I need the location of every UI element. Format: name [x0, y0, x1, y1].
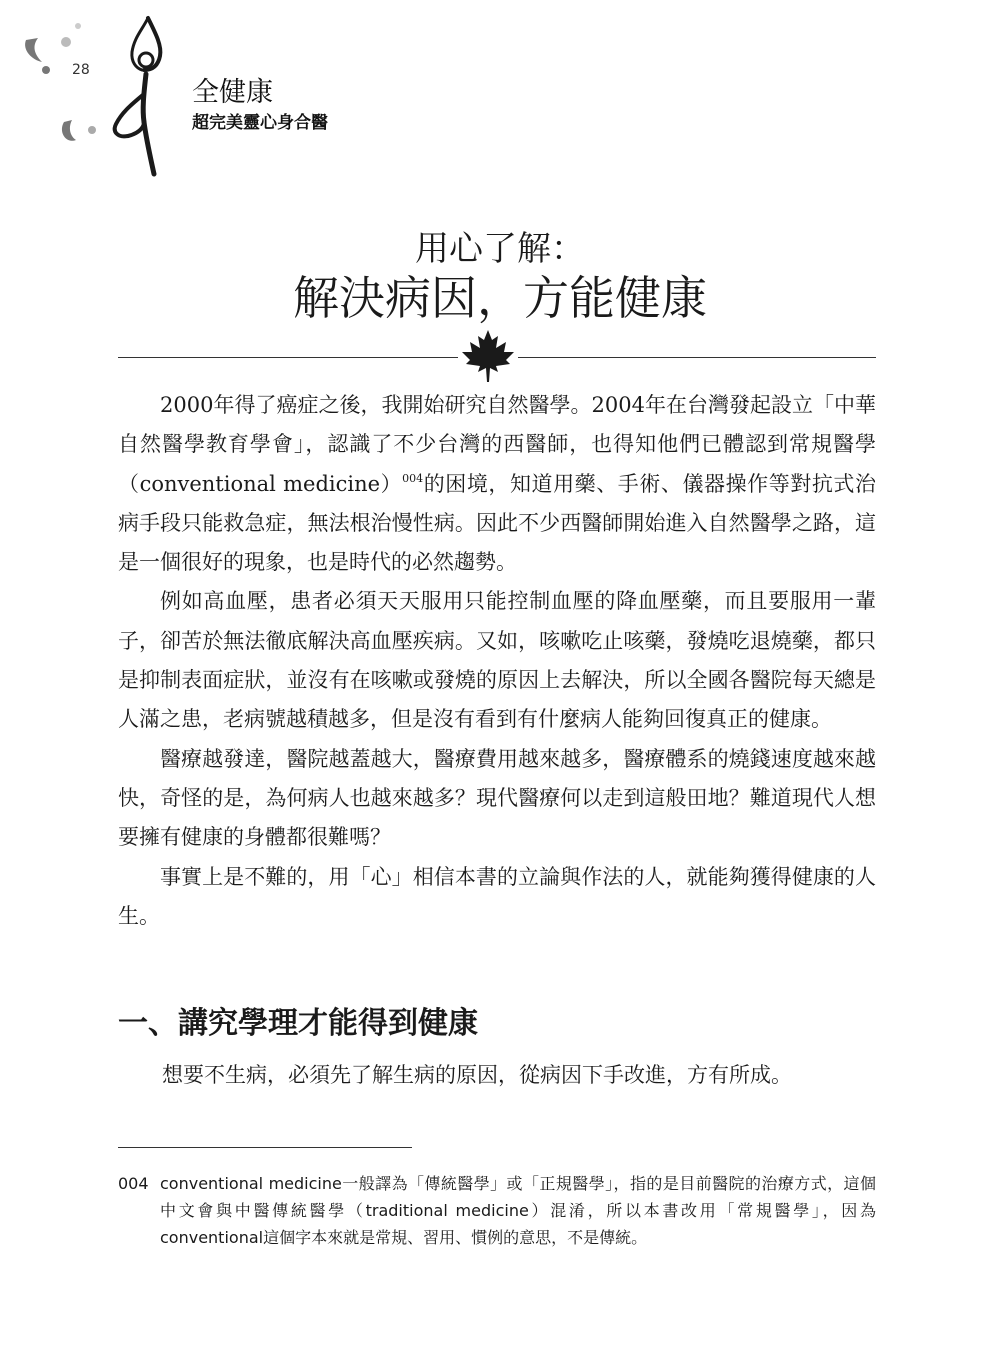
paragraph-3: 醫療越發達，醫院越蓋越大，醫療費用越來越多，醫療體系的燒錢速度越來越快，奇怪的是，為何病人也越來越多？現代醫療何以走到這般田地？難道現代人想要擁有健康的身體都很難嗎？ — [118, 746, 876, 850]
section-heading: 一、講究學理才能得到健康 — [118, 1006, 478, 1041]
page-number: 28 — [72, 62, 90, 78]
paragraph-4: 事實上是不難的，用「心」相信本書的立論與作法的人，就能夠獲得健康的人生。 — [118, 864, 876, 928]
body-text — [118, 386, 876, 936]
section-paragraph: 想要不生病，必須先了解生病的原因，從病因下手改進，方有所成。 — [162, 1063, 792, 1087]
paragraph-1-text-end: 的困境，知道用藥、手術、儀器操作等對抗式治病手段只能救急症，無法根治慢性病。因此不少西醫師開始進入自然醫學之路，這是一個很好的現象，也是時代的必然趨勢。 — [118, 471, 876, 575]
footnote-number: 004 — [118, 1174, 149, 1193]
book-subtitle: 超完美靈心身合醫 — [192, 113, 328, 133]
footnote-rule — [118, 1147, 412, 1148]
maple-leaf-icon — [458, 328, 518, 384]
paragraph-1-text-start: 2000年得了癌症之後，我開始研究自然醫學。2004年在台灣發起設立「中華自然醫學教育學會」，認識了不少台灣的西醫師，也得知他們已體認到常規醫學（conventional medicine） — [118, 393, 876, 496]
paragraph-1 — [118, 386, 876, 582]
divider-line-left — [118, 357, 458, 358]
footnote — [118, 1170, 876, 1251]
chapter-title: 解決病因，方能健康 — [293, 271, 707, 325]
footnote-text: conventional medicine一般譯為「傳統醫學」或「正規醫學」，指的是目前醫院的治療方式，這個中文會與中醫傳統醫學（traditional medicine）混淆，所以本書改用「常規醫學」，因為conventional這個字本來就是常規、習用、慣例的意思，不是傳統。 — [160, 1174, 876, 1247]
chapter-kicker: 用心了解： — [415, 229, 585, 269]
yoga-tree-pose-figure-icon — [18, 12, 168, 182]
footnote-ref: 004 — [402, 471, 424, 485]
book-title: 全健康 — [192, 77, 273, 108]
divider-line-right — [518, 357, 876, 358]
paragraph-2: 例如高血壓，患者必須天天服用只能控制血壓的降血壓藥，而且要服用一輩子，卻苦於無法徹底解決高血壓疾病。又如，咳嗽吃止咳藥，發燒吃退燒藥，都只是抑制表面症狀，並沒有在咳嗽或發燒的原因上去解決，所以全國各醫院每天總是人滿之患，老病號越積越多，但是沒有看到有什麼病人能夠回復真正的健康。 — [118, 589, 876, 732]
